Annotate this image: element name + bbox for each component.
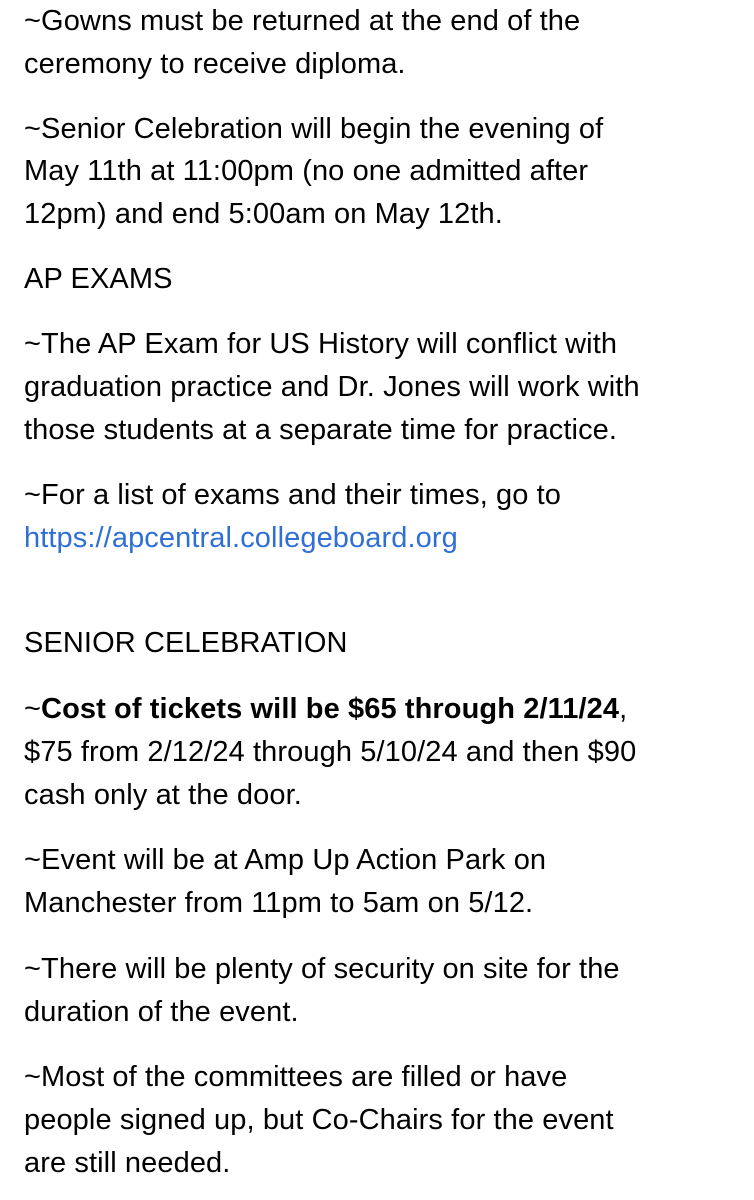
event-line-2: Manchester from 11pm to 5am on 5/12. (24, 887, 534, 919)
ap-exams-heading: AP EXAMS (24, 263, 173, 295)
committees-line-2: people signed up, but Co-Chairs for the event (24, 1104, 614, 1136)
gowns-text-line-2: ceremony to receive diploma. (24, 48, 406, 80)
security-line-1: ~There will be plenty of security on site for the (24, 953, 620, 985)
celebration-text-line-2: May 11th at 11:00pm (no one admitted after (24, 155, 589, 187)
cost-line-3: cash only at the door. (24, 779, 302, 811)
senior-celebration-heading: SENIOR CELEBRATION (24, 627, 348, 659)
event-line-1: ~Event will be at Amp Up Action Park on (24, 844, 547, 876)
cost-bold-text: Cost of tickets will be $65 through 2/11/24 (41, 693, 620, 725)
celebration-text-line-3: 12pm) and end 5:00am on May 12th. (24, 198, 503, 230)
celebration-text-line-1: ~Senior Celebration will begin the evening of (24, 113, 604, 145)
ap-conflict-line-2: graduation practice and Dr. Jones will work with (24, 371, 640, 403)
gowns-text-line-1: ~Gowns must be returned at the end of the (24, 5, 581, 37)
committees-line-3: are still needed. (24, 1147, 231, 1179)
cost-suffix: , (619, 693, 628, 725)
ap-link-line (24, 519, 458, 557)
ap-conflict-line-3: those students at a separate time for practice. (24, 414, 618, 446)
ap-list-line-1: ~For a list of exams and their times, go to (24, 479, 562, 511)
committees-line-1: ~Most of the committees are filled or have (24, 1061, 568, 1093)
cost-line-2: $75 from 2/12/24 through 5/10/24 and then $90 (24, 736, 637, 768)
cost-line-1 (24, 690, 627, 728)
security-line-2: duration of the event. (24, 996, 299, 1028)
ap-conflict-line-1: ~The AP Exam for US History will conflict with (24, 328, 618, 360)
apcentral-link[interactable]: https://apcentral.collegeboard.org (24, 522, 458, 554)
cost-prefix: ~ (24, 693, 42, 725)
